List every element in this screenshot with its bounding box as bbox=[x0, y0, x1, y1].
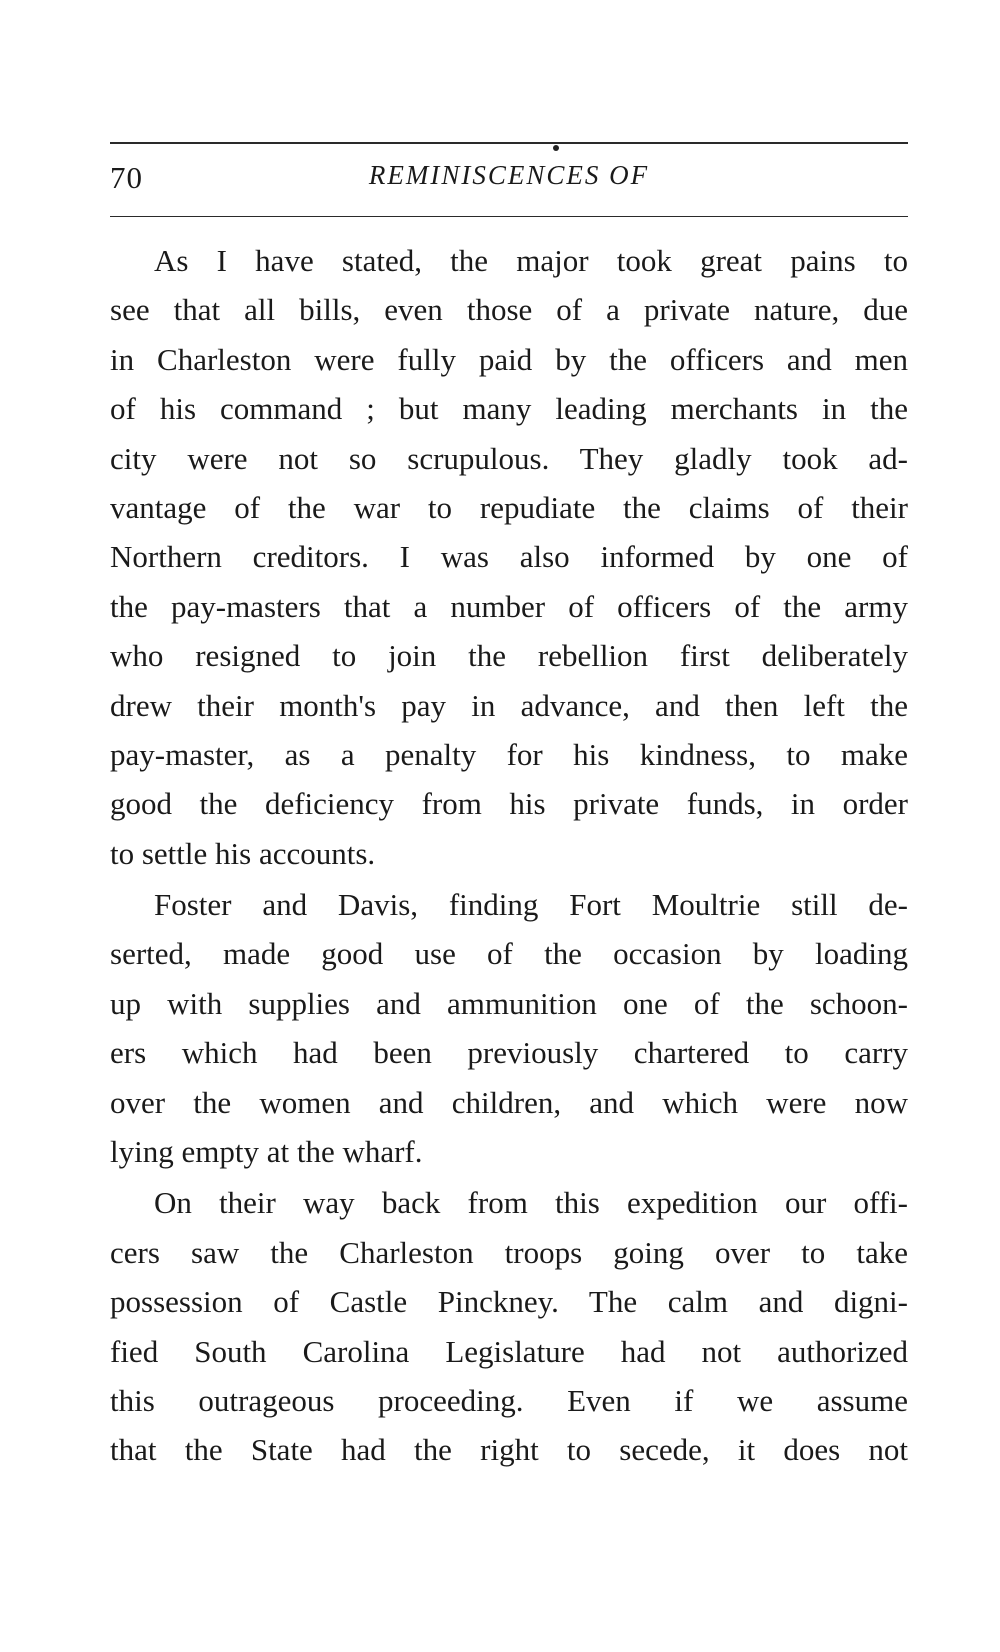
text-line: of his command ; but many leading merchants in the bbox=[110, 391, 908, 427]
text-line: over the women and children, and which were now bbox=[110, 1084, 908, 1120]
header-bottom-rule bbox=[110, 216, 908, 217]
text-line: city were not so scrupulous. They gladly took ad- bbox=[110, 440, 908, 476]
text-line: vantage of the war to repudiate the claims of their bbox=[110, 489, 908, 525]
text-line: see that all bills, even those of a private nature, due bbox=[110, 292, 908, 328]
text-line: that the State had the right to secede, it does not bbox=[110, 1432, 908, 1468]
page-number: 70 bbox=[110, 160, 143, 195]
text-line: ers which had been previously chartered to carry bbox=[110, 1035, 908, 1071]
text-line: to settle his accounts. bbox=[110, 835, 376, 871]
text-line: possession of Castle Pinckney. The calm and digni- bbox=[110, 1284, 908, 1320]
text-line: pay-master, as a penalty for his kindness, to make bbox=[110, 736, 908, 772]
text-line: good the deficiency from his private funds, in order bbox=[110, 786, 908, 822]
paragraph-2 bbox=[110, 880, 908, 1176]
text-line: cers saw the Charleston troops going over to take bbox=[110, 1234, 908, 1270]
text-line: serted, made good use of the occasion by loading bbox=[110, 936, 908, 972]
text-line: Foster and Davis, finding Fort Moultrie still de- bbox=[154, 887, 908, 923]
body-text bbox=[110, 236, 908, 1475]
text-line: lying empty at the wharf. bbox=[110, 1134, 423, 1170]
text-line: the pay-masters that a number of officers of the army bbox=[110, 588, 908, 624]
text-line: this outrageous proceeding. Even if we assume bbox=[110, 1382, 908, 1418]
text-line: Northern creditors. I was also informed by one of bbox=[110, 539, 908, 575]
paragraph-1 bbox=[110, 236, 908, 878]
text-line: who resigned to join the rebellion first deliberately bbox=[110, 638, 908, 674]
paragraph-3 bbox=[110, 1178, 908, 1474]
page-header bbox=[110, 156, 908, 204]
text-line: fied South Carolina Legislature had not authorized bbox=[110, 1333, 908, 1369]
header-top-rule bbox=[110, 142, 908, 144]
text-line: As I have stated, the major took great pains to bbox=[154, 243, 908, 278]
header-ornament bbox=[553, 145, 559, 151]
text-line: up with supplies and ammunition one of the schoon- bbox=[110, 985, 908, 1021]
text-line: drew their month's pay in advance, and then left the bbox=[110, 687, 908, 723]
text-line: On their way back from this expedition our offi- bbox=[154, 1185, 908, 1221]
text-line: in Charleston were fully paid by the officers and men bbox=[110, 341, 908, 377]
running-head: REMINISCENCES OF bbox=[368, 160, 650, 190]
